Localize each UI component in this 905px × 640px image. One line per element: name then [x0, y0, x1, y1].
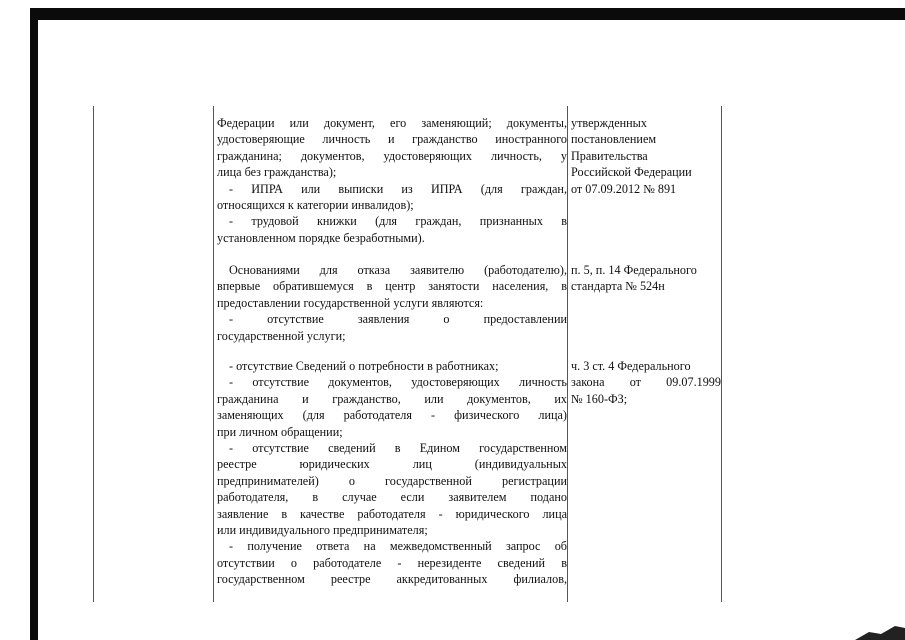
text-line: - получение ответа на межведомственный запрос об: [229, 539, 567, 554]
text-line: ч. 3 ст. 4 Федерального: [571, 359, 691, 373]
scan-border-left: [30, 8, 38, 640]
text-line: удостоверяющие личность и гражданство иностранного: [217, 132, 567, 147]
table-rule-left: [93, 106, 94, 602]
scan-border-top: [30, 8, 905, 20]
text-line: от 07.09.2012 № 891: [571, 181, 677, 196]
row-2-right-cell: [571, 262, 721, 295]
row-3-middle-cell: [217, 358, 567, 588]
row-3-right-cell: [571, 358, 721, 407]
text-line: - отсутствие Сведений о потребности в работниках;: [229, 359, 499, 373]
text-line: заявление в качестве работодателя - юридического лица: [217, 506, 567, 521]
text-line: предоставлении государственной услуги являются:: [217, 295, 484, 310]
text-line: работодателя, в случае если заявителем подано: [217, 490, 567, 505]
text-line: Правительства: [571, 148, 648, 163]
text-line: № 160-ФЗ;: [571, 391, 628, 406]
table-rule-col2: [567, 106, 568, 602]
text-line: относящихся к категории инвалидов);: [217, 198, 414, 213]
text-line: или индивидуального предпринимателя;: [217, 523, 428, 538]
row-2-middle-cell: [217, 262, 567, 344]
text-line: - отсутствие сведений в Едином государственном: [229, 441, 567, 456]
text-line: - ИПРА или выписки из ИПРА (для граждан,: [229, 181, 567, 196]
text-line: Основаниями для отказа заявителю (работодателю),: [229, 263, 567, 277]
row-1-right-cell: [571, 115, 721, 197]
text-line: государственной услуги;: [217, 328, 346, 343]
text-line: Российской Федерации: [571, 165, 692, 180]
table-rule-col1: [213, 106, 214, 602]
text-line: отсутствии о работодателе - нерезиденте сведений в: [217, 555, 567, 570]
table-rule-right: [721, 106, 722, 602]
text-line: п. 5, п. 14 Федерального: [571, 263, 697, 277]
text-line: - трудовой книжки (для граждан, признанных в: [229, 214, 567, 229]
row-1-middle-cell: [217, 115, 567, 246]
text-line: гражданина; документов, удостоверяющих личность, у: [217, 148, 567, 163]
text-line: гражданина и гражданство, или документов, их: [217, 391, 567, 406]
text-line: постановлением: [571, 132, 657, 147]
text-line: реестре юридических лиц (индивидуальных: [217, 457, 567, 472]
text-line: утвержденных: [571, 116, 647, 130]
text-line: лица без гражданства);: [217, 165, 337, 180]
scan-smudge: [855, 618, 905, 640]
text-line: - отсутствие документов, удостоверяющих личность: [229, 375, 567, 390]
text-line: Федерации или документ, его заменяющий; документы,: [217, 116, 567, 130]
text-line: закона от 09.07.1999: [571, 375, 721, 390]
text-line: заменяющих (для работодателя - физического лица): [217, 408, 567, 423]
text-line: государственном реестре аккредитованных филиалов,: [217, 572, 567, 587]
text-line: предпринимателей) о государственной регистрации: [217, 473, 567, 488]
text-line: стандарта № 524н: [571, 279, 665, 294]
text-line: впервые обратившемуся в центр занятости населения, в: [217, 279, 567, 294]
text-line: при личном обращении;: [217, 424, 343, 439]
text-line: - отсутствие заявления о предоставлении: [229, 312, 567, 327]
text-line: установленном порядке безработными).: [217, 230, 425, 245]
